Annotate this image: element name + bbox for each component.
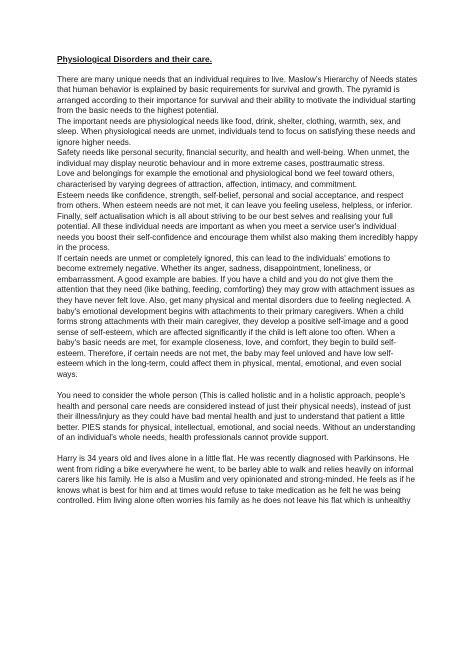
paragraph-holistic-approach: You need to consider the whole person (This is called holistic and in a holistic approach, people's health and personal care needs are considered instead of just their physical needs), instead of just their illness/injury as they could have bad mental health and just to understand that patient a little better. PIES stands for physical, intellectual, emotional, and social needs. Without an understanding of an individual's whole needs, health professionals cannot provide support.	[57, 390, 416, 443]
paragraph-harry-case: Harry is 34 years old and lives alone in a little flat. He was recently diagnosed with Parkinsons. He went from riding a bike everywhere he went, to be barley able to walk and relies heavily on informal carers like his family. He is also a Muslim and very opinionated and strong-minded. He feels as if he knows what is best for him and at times would refuse to take medication as he felt he was being controlled. Him living alone often worries his family as he does not leave his flat which is unhealthy	[57, 454, 415, 506]
paragraph-physiological-needs: The important needs are physiological needs like food, drink, shelter, clothing, warmth, sex, and sleep. When physiological needs are unmet, individuals tend to focus on satisfying these needs and ignore higher needs.	[57, 116, 416, 147]
paragraph-love-belonging: Love and belongings for example the emotional and physiological bond we feel toward others, characterised by varying degrees of attraction, affection, intimacy, and commitment.	[57, 169, 395, 190]
document-title: Physiological Disorders and their care.	[57, 54, 212, 64]
paragraph-esteem-needs: Esteem needs like confidence, strength, self-belief, personal and social acceptance, and respect from others. When esteem needs are not met, it can leave you feeling useless, helpless, or inferior. Finally, self actualisation which is all about striving to be our best selves and realising your full potential. All these individual needs are important as when you meet a service user's individual needs you boost their self-confidence and encourage them whilst also making them incredibly happy in the process.	[57, 190, 418, 253]
document-body	[57, 54, 419, 507]
paragraph-gap	[57, 380, 419, 391]
section-holistic	[57, 391, 419, 444]
paragraph-unmet-needs: If certain needs are unmet or completely ignored, this can lead to the individuals' emotions to become extremely negative. Whether its anger, sadness, disappointment, loneliness, or embarrassment. A good example are babies. If you have a child and you do not give them the attention that they need (like bathing, feeding, comforting) they may grow with attachment issues as they have never felt love. Also, get many physical and mental disorders due to feeling neglected. A baby's emotional development begins with attachments to their primary caregivers. When a child forms strong attachments with their main caregiver, they develop a positive self-image and a good sense of self-esteem, which are affected significantly if the child is left alone too often. When a baby's basic needs are met, for example closeness, love, and comfort, they begin to build self-esteem. Therefore, if certain needs are not met, the baby may feel unloved and have low self-esteem which in the long-term, could affect them in physical, mental, emotional, and even social ways.	[57, 253, 415, 379]
paragraph-safety-needs: Safety needs like personal security, financial security, and health and well-being. When unmet, the individual may display neurotic behaviour and in more extreme cases, posttraumatic stress.	[57, 148, 410, 168]
paragraph-gap	[57, 444, 419, 455]
section-case-study	[57, 454, 419, 507]
section-needs	[57, 75, 419, 381]
paragraph-maslow: There are many unique needs that an individual requires to live. Maslow’s Hierarchy of Needs states that human behavior is explained by basic requirements for survival and growth. The pyramid is arranged according to their importance for survival and their ability to motivate the individual starting from the basic needs to the highest potential.	[57, 74, 418, 116]
